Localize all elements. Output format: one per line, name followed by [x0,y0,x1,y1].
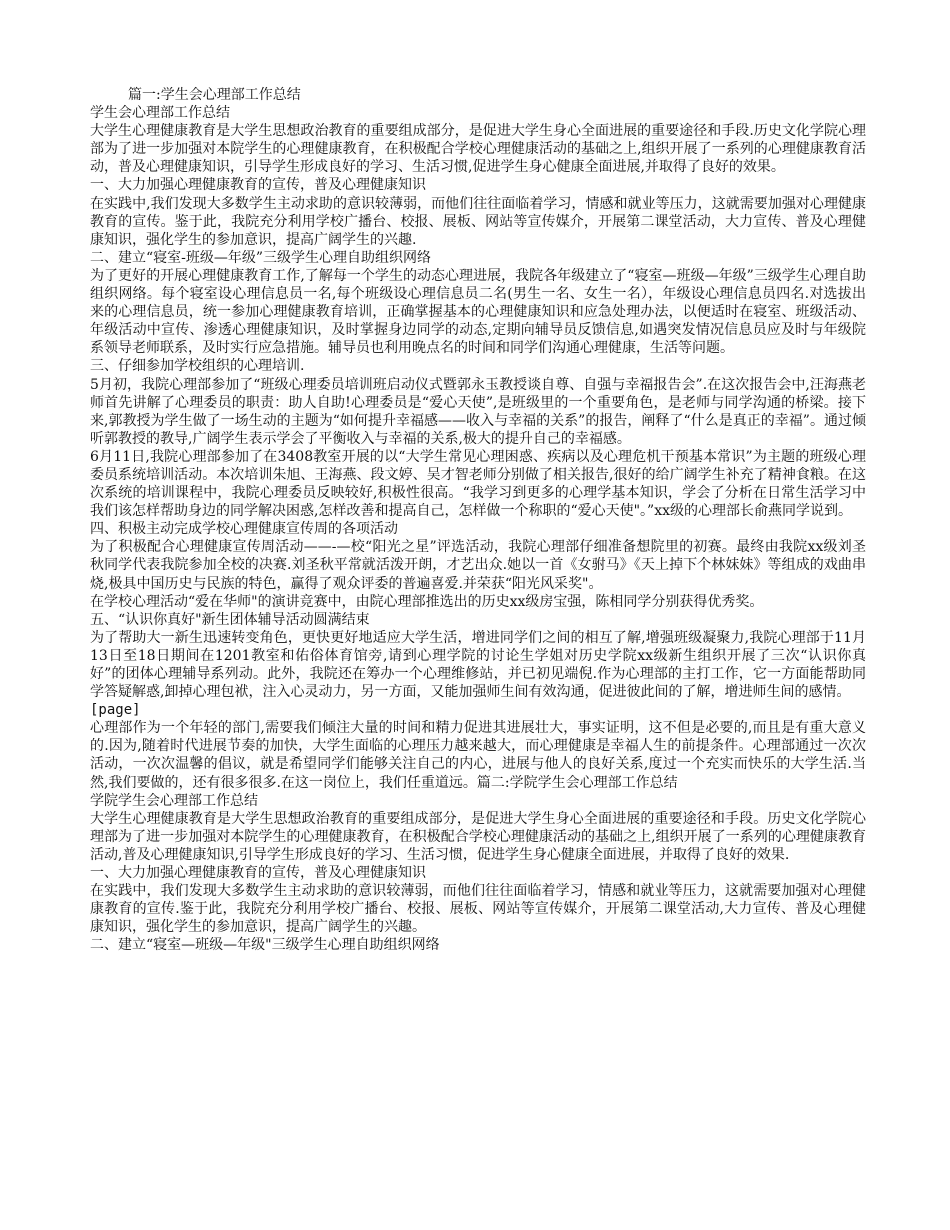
document-body [90,86,866,955]
document-title: 篇一:学生会心理部工作总结 [128,87,301,103]
body-paragraph: 为了更好的开展心理健康教育工作,了解每一个学生的动态心理进展，我院各年级建立了“寝室—班级—年级”三级学生心理自助组织网络。每个寝室设心理信息员一名,每个班级设心理信息员二名(男生一名、女生一名），年级设心理信息员四名.对选拔出来的心理信息员，统一参加心理健康教育培训，正确掌握基本的心理健康知识和应急处理办法，以便适时在寝室、班级活动、年级活动中宣传、渗透心理健康知识，及时掌握身边同学的动态,定期向辅导员反馈信息,如遇突发情况信息员应及时与年级院系领导老师联系，及时实行应急措施。辅导员也利用晚点名的时间和同学们沟通心理健康，生活等问题。 [90,267,866,357]
section-heading: 一、大力加强心理健康教育的宣传，普及心理健康知识 [90,865,426,882]
body-paragraph: 6月11日,我院心理部参加了在3408教室开展的以“大学生常见心理困惑、疾病以及心理危机干预基本常识”为主题的班级心理委员系统培训活动。本次培训朱旭、王海燕、段文婷、吴才智老师分别做了相关报告,很好的给广阔学生补充了精神食粮。在这次系统的培训课程中，我院心理委员反映较好,积极性很高。“我学习到更多的心理学基本知识，学会了分析在日常生活学习中我们该怎样帮助身边的同学解决困惑,怎样改善和提高自己，怎样做一个称职的“爱心天使"。”xx级的心理部长俞燕同学说到。 [90,448,866,520]
body-paragraph: 在实践中,我们发现大多数学生主动求助的意识较薄弱，而他们往往面临着学习，情感和就业等压力，这就需要加强对心理健康教育的宣传。鉴于此，我院充分利用学校广播台、校报、展板、网站等宣传媒介，开展第二课堂活动，大力宣传、普及心理健康知识，强化学生的参加意识，提高广阔学生的兴趣. [90,195,866,248]
body-paragraph: 在学校心理活动“爱在华师"的演讲竞赛中，由院心理部推选出的历史xx级房宝强，陈相同学分别获得优秀奖。 [90,593,764,610]
body-paragraph: 为了帮助大一新生迅速转变角色，更快更好地适应大学生活，增进同学们之间的相互了解,增强班级凝聚力,我院心理部于11月13日至18日期间在1201教室和佑俗体育馆旁,请到心理学院的讨论生学姐对历史学院xx级新生组织开展了三次“认识你真好”的团体心理辅导系列动。此外，我院还在筹办一个心理维修站，并已初见端倪.作为心理部的主打工作，它一方面能帮助同学答疑解惑,卸掉心理包袱，注入心灵动力，另一方面，又能加强师生间有效沟通，促进彼此间的了解，增进师生间的感情。 [90,629,866,701]
section-heading: 四、积极主动完成学校心理健康宣传周的各项活动 [90,521,398,538]
body-paragraph: 5月初，我院心理部参加了“班级心理委员培训班启动仪式暨郭永玉教授谈自尊、自强与幸福报告会”.在这次报告会中,汪海燕老师首先讲解了心理委员的职责：助人自助!心理委员是“爱心天使”,是班级里的一个重要角色，是老师与同学沟通的桥梁。接下来,郭教授为学生做了一场生动的主题为“如何提升幸福感——收入与幸福的关系”的报告，阐释了“什么是真正的幸福”。通过倾听郭教授的教导,广阔学生表示学会了平衡收入与幸福的关系,极大的提升自己的幸福感。 [90,376,866,447]
section-heading: 一、大力加强心理健康教育的宣传，普及心理健康知识 [90,177,426,194]
section-heading: 二、建立“寝室-班级—年级”三级学生心理自助组织网络 [90,249,432,266]
page-marker: [page] [90,702,141,719]
body-paragraph: 心理部作为一个年轻的部门,需要我们倾注大量的时间和精力促进其进展壮大，事实证明，这不但是必要的,而且是有重大意义的.因为,随着时代进展节奏的加快，大学生面临的心理压力越来越大，而心理健康是幸福人生的前提条件。心理部通过一次次活动，一次次温馨的倡议，就是希望同学们能够关注自己的内心，进展与他人的良好关系,度过一个充实而快乐的大学生活.当然,我们要做的，还有很多很多.在这一岗位上，我们任重道远。篇二:学院学生会心理部工作总结 [90,720,866,791]
body-paragraph: 在实践中，我们发现大多数学生主动求助的意识较薄弱，而他们往往面临着学习，情感和就业等压力，这就需要加强对心理健康教育的宣传.鉴于此，我院充分利用学校广播台、校报、展板、网站等宣传媒介，开展第二课堂活动,大力宣传、普及心理健康知识，强化学生的参加意识，提高广阔学生的兴趣。 [90,883,866,936]
section-heading: 五、“认识你真好"新生团体辅导活动圆满结束 [90,611,370,628]
section-heading: 三、仔细参加学校组织的心理培训. [90,358,305,375]
body-paragraph: 大学生心理健康教育是大学生思想政治教育的重要组成部分，是促进大学生身心全面进展的重要途径和手段。历史文化学院心理部为了进一步加强对本院学生的心理健康教育，在积极配合学校心理健康活动的基础之上,组织开展了一系列的心理健康教育活动,普及心理健康知识,引导学生形成良好的学习、生活习惯，促进学生身心健康全面进展，并取得了良好的效果. [90,810,866,863]
section-heading: 二、建立“寝室—班级—年级"三级学生心理自助组织网络 [90,937,440,954]
body-paragraph: 大学生心理健康教育是大学生思想政治教育的重要组成部分，是促进大学生身心全面进展的重要途径和手段.历史文化学院心理部为了进一步加强对本院学生的心理健康教育，在积极配合学校心理健康活动的基础之上,组织开展了一系列的心理健康教育活动，普及心理健康知识，引导学生形成良好的学习、生活习惯,促进学生身心健康全面进展,并取得了良好的效果。 [90,123,866,176]
body-paragraph: 为了积极配合心理健康宣传周活动——-—校“阳光之星”评选活动，我院心理部仔细准备想院里的初赛。最终由我院xx级刘圣秋同学代表我院参加全校的决赛.刘圣秋平常就活泼开朗，才艺出众.她以一首《女驸马》《天上掉下个林妹妹》等组成的戏曲串烧,极具中国历史与民族的特色，赢得了观众评委的普遍喜爱.并荣获“阳光风采奖"。 [90,539,866,592]
section-heading: 学院学生会心理部工作总结 [90,792,258,809]
section-heading: 学生会心理部工作总结 [90,105,230,122]
